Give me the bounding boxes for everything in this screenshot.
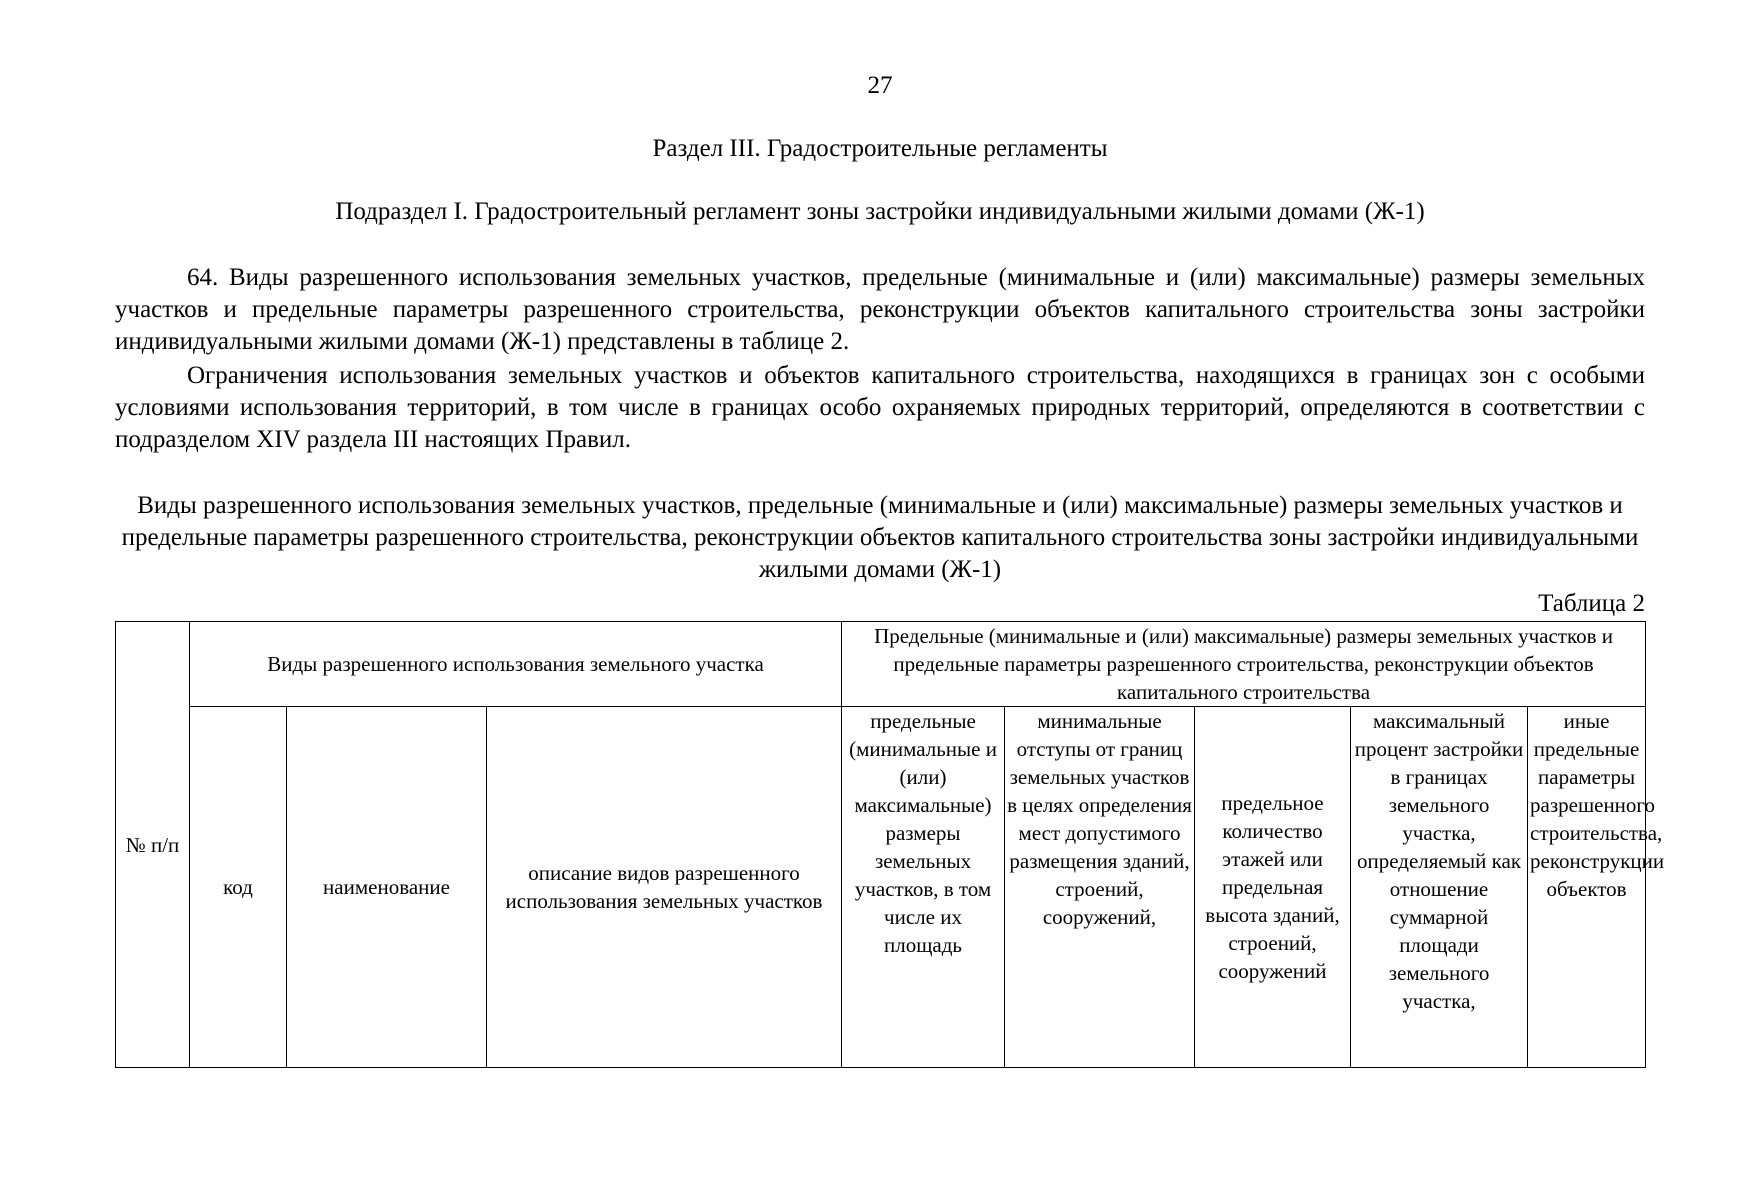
header-description: описание видов разрешенного использования земельных участков bbox=[487, 707, 842, 1068]
subsection-title: Подраздел I. Градостроительный регламент зоны застройки индивидуальными жилыми домами (Ж-1) bbox=[335, 198, 1425, 225]
paragraph-restrictions-text: Ограничения использования земельных участков и объектов капитального строительства, находящихся в границах зон с особыми условиями использования территорий, в том числе в границах особо охраняемых природных территорий, определяются в соответствии с подразделом XIV раздела III настоящих Правил. bbox=[115, 362, 1645, 453]
header-floors: предельное количество этажей или предельная высота зданий, строений, сооружений bbox=[1195, 707, 1351, 1068]
paragraph-64-text: 64. Виды разрешенного использования земельных участков, предельные (минимальные и (или) максимальные) размеры земельных участков и предельные параметры разрешенного строительства, реконструкции объектов капитального строительства зоны застройки индивидуальными жилыми домами (Ж-1) представлены в таблице 2. bbox=[115, 264, 1645, 355]
header-number: № п/п bbox=[116, 622, 190, 1068]
paragraph-restrictions bbox=[115, 360, 1645, 456]
header-permitted-uses-group: Виды разрешенного использования земельного участка bbox=[190, 622, 842, 707]
regulations-table bbox=[115, 621, 1665, 1068]
table-label: Таблица 2 bbox=[1538, 590, 1645, 617]
section-title: Раздел III. Градостроительные регламенты bbox=[652, 135, 1108, 162]
paragraph-64 bbox=[115, 262, 1645, 358]
header-name: наименование bbox=[287, 707, 487, 1068]
header-setbacks: минимальные отступы от границ земельных участков в целях определения мест допустимого размещения зданий, строений, сооружений, bbox=[1005, 707, 1195, 1068]
header-limit-params-group: Предельные (минимальные и (или) максимальные) размеры земельных участков и предельные параметры разрешенного строительства, реконструкции объектов капитального строительства bbox=[842, 622, 1646, 707]
table-title: Виды разрешенного использования земельных участков, предельные (минимальные и (или) максимальные) размеры земельных участков и предельные параметры разрешенного строительства, реконструкции объектов капитального строительства зоны застройки индивидуальными жилыми домами (Ж-1) bbox=[121, 492, 1639, 583]
header-other: иные предельные параметры разрешенного строительства, реконструкции объектов bbox=[1528, 707, 1646, 1068]
header-plot-size: предельные (минимальные и (или) максимальные) размеры земельных участков, в том числе их площадь bbox=[842, 707, 1005, 1068]
header-coverage: максимальный процент застройки в границах земельного участка, определяемый как отношение суммарной площади земельного участка, bbox=[1351, 707, 1528, 1068]
header-code: код bbox=[190, 707, 287, 1068]
page-number: 27 bbox=[867, 72, 893, 99]
